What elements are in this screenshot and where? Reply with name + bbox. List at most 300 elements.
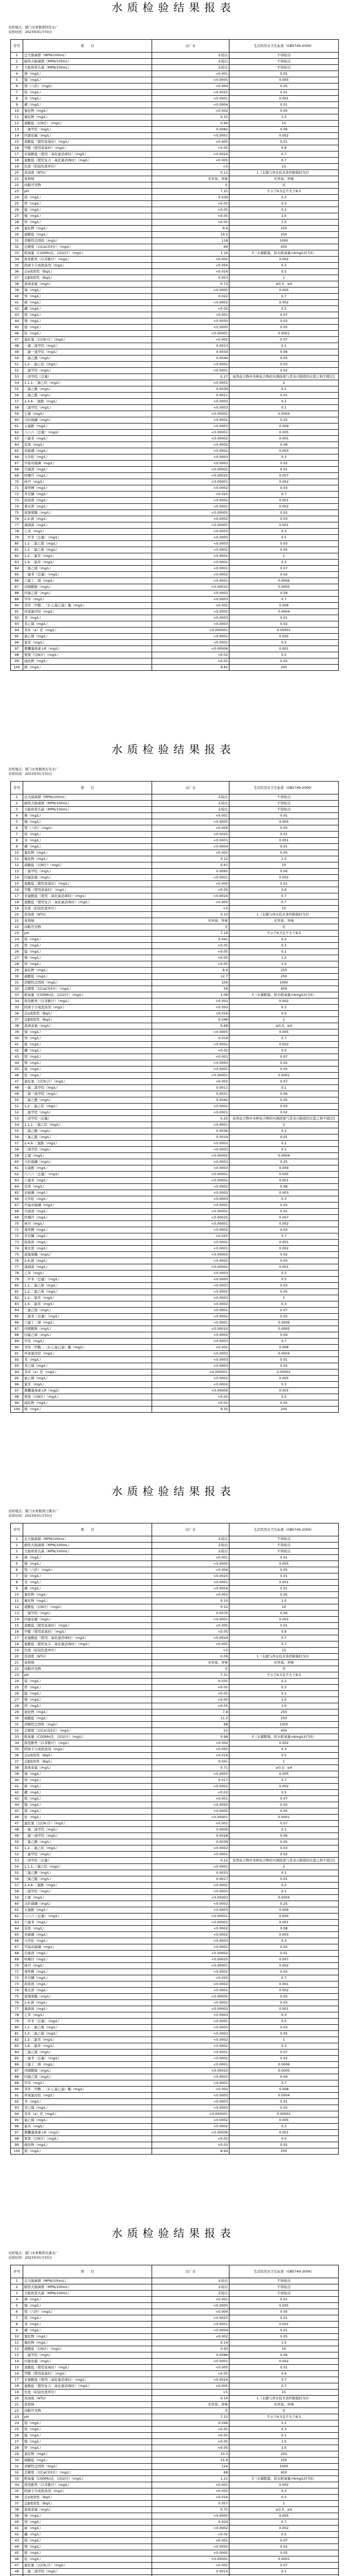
table-row — [11, 1011, 339, 1017]
row-number: 79 — [11, 2019, 23, 2025]
row-result: <0.001 — [152, 312, 229, 318]
row-limit: 0.005 — [229, 2117, 339, 2124]
row-limit: 0.5 — [229, 2136, 339, 2142]
row-item: 氯酸盐（使用复合二氧化氯消毒时）（mg/L） — [23, 2383, 152, 2389]
row-number: 89 — [11, 2080, 23, 2087]
table-row — [11, 2315, 339, 2321]
table-row — [11, 380, 339, 386]
row-item: 对硫磷（mg/L） — [23, 1932, 152, 1938]
row-result: <0.0004 — [152, 2328, 229, 2334]
row-result: <0.0050 — [152, 2544, 229, 2550]
row-result: <0.0001 — [152, 96, 229, 102]
row-result: <0.0025 — [152, 90, 229, 96]
table-row — [11, 794, 339, 801]
row-number: 77 — [11, 1264, 23, 1270]
row-result: 98 — [152, 1722, 229, 1728]
table-row — [11, 399, 339, 405]
row-item: 锌（mg/L） — [23, 219, 152, 226]
row-number: 98 — [11, 2136, 23, 2142]
row-number: 79 — [11, 1277, 23, 1283]
row-item: 苯乙烯（mg/L） — [23, 621, 152, 628]
row-number: 3 — [11, 1549, 23, 1555]
row-number: 94 — [11, 628, 23, 634]
table-row — [11, 838, 339, 844]
row-limit: 0.00001 — [229, 628, 339, 634]
row-result: <0.005 — [152, 158, 229, 164]
row-limit: 1 — [229, 1295, 339, 1301]
row-result: 7.8 — [152, 1709, 229, 1716]
row-result: 未检出 — [152, 801, 229, 807]
header-limit: 生活饮用水卫生标准（GB5749-2006） — [229, 1523, 339, 1536]
row-item: 硫酸盐（mg/L） — [23, 1716, 152, 1722]
row-result: <0.05 — [152, 207, 229, 213]
row-result: 0.0039 — [152, 386, 229, 393]
row-limit: 0.7 — [229, 1777, 339, 1784]
row-item: 硝酸盐（以N计）（mg/L） — [23, 862, 152, 869]
row-number: 35 — [11, 263, 23, 269]
table-row — [11, 2062, 339, 2068]
row-number: 53 — [11, 1858, 23, 1864]
row-limit: 0.0005 — [229, 584, 339, 590]
row-limit: 0.01 — [229, 1876, 339, 1883]
row-limit: 450 — [229, 986, 339, 992]
table-row — [11, 1116, 339, 1122]
row-limit: 0.02 — [229, 2105, 339, 2111]
row-limit: 0.7 — [229, 2519, 339, 2526]
row-result: 无异臭、异味 — [152, 1660, 229, 1666]
row-limit: 0.0001 — [229, 2556, 339, 2563]
header-limit: 生活饮用水卫生标准（GB5749-2006） — [229, 2265, 339, 2278]
row-limit: 0.01 — [229, 881, 339, 887]
table-row — [11, 411, 339, 417]
table-row — [11, 2451, 339, 2458]
row-item: 溴酸盐（使用臭氧时）（mg/L） — [23, 139, 152, 145]
row-limit: 200 — [229, 1406, 339, 1413]
row-result: <0.0002 — [152, 1332, 229, 1338]
row-item: 钠（mg/L） — [23, 665, 152, 671]
row-item: 毒死蜱（mg/L） — [23, 1227, 152, 1233]
row-item: 苯并（a）芘（mg/L） — [23, 628, 152, 634]
table-row — [11, 924, 339, 930]
row-number: 88 — [11, 590, 23, 597]
row-result: <0.0005 — [152, 1808, 229, 1815]
table-row — [11, 294, 339, 300]
row-item: 银（mg/L） — [23, 325, 152, 331]
row-limit: 0.01 — [229, 1357, 339, 1363]
row-item: 三溴甲烷（mg/L） — [23, 1147, 152, 1153]
row-number: 46 — [11, 1815, 23, 1821]
table-row — [11, 628, 339, 634]
row-item: 二氯乙酸（mg/L） — [23, 1097, 152, 1104]
row-number: 61 — [11, 1907, 23, 1913]
table-row — [11, 2093, 339, 2099]
row-number: 28 — [11, 2445, 23, 2451]
table-row — [11, 572, 339, 578]
row-number: 44 — [11, 1060, 23, 1066]
row-number: 32 — [11, 244, 23, 250]
row-item: 马拉硫磷（mg/L） — [23, 1159, 152, 1165]
row-limit: 无异臭、异味 — [229, 918, 339, 924]
row-item: 敌敌畏（mg/L） — [23, 1981, 152, 1988]
row-item: 氯化物（mg/L） — [23, 968, 152, 974]
row-result: 0.0095 — [152, 869, 229, 875]
row-item: 总β放射性（Bq/L） — [23, 1017, 152, 1023]
row-item: 五氯酚（mg/L） — [23, 1907, 152, 1913]
row-result: <0.00002 — [152, 2006, 229, 2012]
row-number: 33 — [11, 1734, 23, 1740]
row-item: 铍（mg/L） — [23, 300, 152, 306]
table-row — [11, 2006, 339, 2012]
row-number: 25 — [11, 1685, 23, 1691]
row-item: 大肠埃希氏菌（MPN/100mL） — [23, 1549, 152, 1555]
row-item: 溶解性总固体（mg/L） — [23, 238, 152, 244]
row-result: <0.004 — [152, 83, 229, 90]
table-row — [11, 2538, 339, 2544]
row-limit: 1 — [229, 1017, 339, 1023]
row-result: 0.0017 — [152, 1876, 229, 1883]
row-number: 82 — [11, 1295, 23, 1301]
row-result: <0.0003 — [152, 2080, 229, 2087]
row-item: 滴滴涕（mg/L） — [23, 2006, 152, 2012]
row-limit: 0.1 — [229, 207, 339, 213]
row-result: <0.00005 — [152, 510, 229, 516]
row-item: 肉眼可见物 — [23, 1666, 152, 1672]
row-limit: 0.03 — [229, 362, 339, 368]
table-row — [11, 2501, 339, 2507]
row-number: 17 — [11, 151, 23, 158]
row-item: 色度（铂钴色度单位） — [23, 906, 152, 912]
row-limit: 0.3 — [229, 1938, 339, 1944]
row-item: 耐热大肠菌群（MPN/100mL） — [23, 2284, 152, 2291]
row-number: 93 — [11, 2105, 23, 2111]
row-item: 铬（六价）（mg/L） — [23, 2309, 152, 2315]
row-limit: 200 — [229, 665, 339, 671]
row-number: 91 — [11, 609, 23, 615]
row-result: <0.0005 — [152, 1771, 229, 1777]
row-item: 耐热大肠菌群（MPN/100mL） — [23, 801, 152, 807]
row-result: <0.0003 — [152, 1338, 229, 1345]
row-result: <0.0025 — [152, 832, 229, 838]
row-item: 苯乙烯（mg/L） — [23, 2105, 152, 2111]
row-result: 7.22 — [152, 2414, 229, 2420]
row-number: 15 — [11, 1623, 23, 1629]
row-limit: 3（水源限制，原水耗氧量>6mg/L时为5） — [229, 992, 339, 998]
row-result: 1.08 — [152, 992, 229, 998]
table-row — [11, 1165, 339, 1172]
row-number: 66 — [11, 454, 23, 461]
row-number: 20 — [11, 1654, 23, 1660]
row-item: 砷（mg/L） — [23, 71, 152, 77]
row-item: 镉（mg/L） — [23, 819, 152, 825]
row-limit: 0.06 — [229, 349, 339, 355]
row-number: 55 — [11, 1870, 23, 1876]
row-limit: 1.0 — [229, 213, 339, 219]
table-row — [11, 658, 339, 665]
row-number: 19 — [11, 1648, 23, 1654]
row-result: <0.004 — [152, 2309, 229, 2315]
row-item: 铅（mg/L） — [23, 832, 152, 838]
row-item: 林丹（mg/L） — [23, 1963, 152, 1969]
row-result: <0.002 — [152, 2334, 229, 2340]
row-result: <5 — [152, 164, 229, 170]
row-limit: ≥0.3，≤4 — [229, 1765, 339, 1771]
table-row — [11, 1258, 339, 1264]
row-limit: 不小于6.5且不大于8.5 — [229, 2414, 339, 2420]
table-row — [11, 844, 339, 850]
row-result: <0.0005 — [152, 325, 229, 331]
row-limit: 0.0006 — [229, 2062, 339, 2068]
table-row — [11, 201, 339, 207]
row-result: <0.0002 — [152, 2043, 229, 2049]
row-number: 15 — [11, 139, 23, 145]
table-row — [11, 1685, 339, 1691]
row-number: 69 — [11, 1215, 23, 1221]
row-number: 38 — [11, 281, 23, 287]
row-result: 0.52 — [152, 1604, 229, 1611]
row-item: 甲醛（使用臭氧时）（mg/L） — [23, 2371, 152, 2377]
row-result: 0.053 — [152, 275, 229, 281]
row-limit: 0.007 — [229, 1215, 339, 1221]
row-result: <5 — [152, 906, 229, 912]
row-item: 亚氯酸盐（使用二氧化氯消毒时）（mg/L） — [23, 893, 152, 900]
row-result: <0.001 — [152, 71, 229, 77]
row-result: <0.05 — [152, 2439, 229, 2445]
table-row — [11, 393, 339, 399]
row-result: <0.00002 — [152, 411, 229, 417]
table-row — [11, 1042, 339, 1048]
row-limit: 0.3 — [229, 640, 339, 646]
row-result: 0.75 — [152, 2507, 229, 2513]
row-limit: 0.002 — [229, 1221, 339, 1227]
table-row — [11, 510, 339, 516]
row-result: <0.02 — [152, 1400, 229, 1406]
table-row — [11, 1654, 339, 1660]
row-item: 三卤甲烷（总量） — [23, 1116, 152, 1122]
row-limit: 1（水源与净水技术条件限制时为3） — [229, 1654, 339, 1660]
row-result: <0.0003 — [152, 615, 229, 621]
results-table — [10, 1523, 339, 2155]
row-item: pH — [23, 1672, 152, 1679]
row-limit: 0.001 — [229, 498, 339, 504]
row-number: 30 — [11, 1716, 23, 1722]
sampling-date: 采样时间：2023年01月03日 — [8, 2256, 53, 2260]
row-result: 0.12 — [152, 170, 229, 176]
row-number: 11 — [11, 114, 23, 121]
row-limit: 0.002 — [229, 1042, 339, 1048]
row-item: 二氯甲烷（mg/L） — [23, 1852, 152, 1858]
row-item: 铍（mg/L） — [23, 2526, 152, 2532]
row-result: <0.00002 — [152, 1951, 229, 1957]
row-number: 43 — [11, 1054, 23, 1060]
row-number: 76 — [11, 516, 23, 522]
table-row — [11, 1388, 339, 1394]
row-number: 56 — [11, 1876, 23, 1883]
row-limit: 0.0005 — [229, 2068, 339, 2074]
row-number: 22 — [11, 924, 23, 930]
row-limit: 0.005 — [229, 634, 339, 640]
table-row — [11, 1759, 339, 1765]
row-result: <0.0002 — [152, 2037, 229, 2043]
row-item: 铁（mg/L） — [23, 1685, 152, 1691]
row-item: 锰（mg/L） — [23, 207, 152, 213]
row-result: 0.046 — [152, 2420, 229, 2427]
row-limit: 0.003 — [229, 1190, 339, 1196]
row-number: 51 — [11, 1845, 23, 1852]
table-row — [11, 2563, 339, 2569]
row-item: 呋喃丹（mg/L） — [23, 1957, 152, 1963]
row-item: 微囊藻毒素-LR（mg/L） — [23, 646, 152, 652]
row-limit: 0.01 — [229, 139, 339, 145]
row-number: 52 — [11, 368, 23, 374]
row-number: 49 — [11, 1091, 23, 1097]
row-limit: 3（水源限制，原水耗氧量>6mg/L时为5） — [229, 1734, 339, 1740]
header-limit: 生活饮用水卫生标准（GB5749-2006） — [229, 40, 339, 53]
row-result: <0.002 — [152, 603, 229, 609]
row-limit: 1 — [229, 2501, 339, 2507]
row-limit: 0.05 — [229, 1808, 339, 1815]
table-row — [11, 856, 339, 862]
row-result: <0.000001 — [152, 2111, 229, 2117]
row-limit: 不得检出 — [229, 2291, 339, 2297]
row-number: 81 — [11, 1289, 23, 1295]
table-row — [11, 1289, 339, 1295]
row-result: <0.0005 — [152, 1277, 229, 1283]
row-number: 85 — [11, 2056, 23, 2062]
row-number: 4 — [11, 71, 23, 77]
row-number: 26 — [11, 1691, 23, 1697]
row-item: 钠（mg/L） — [23, 2148, 152, 2155]
row-result: <0.005 — [152, 139, 229, 145]
row-number: 45 — [11, 1808, 23, 1815]
row-item: 挥发酚类（以苯酚计）（mg/L） — [23, 998, 152, 1005]
row-limit: 0.25 — [229, 417, 339, 423]
row-limit: 0.9 — [229, 1629, 339, 1635]
row-number: 18 — [11, 158, 23, 164]
table-row — [11, 1753, 339, 1759]
row-item: 氟化物（mg/L） — [23, 1598, 152, 1604]
table-row — [11, 1233, 339, 1240]
row-result: <0.005 — [152, 881, 229, 887]
row-limit: 0.005 — [229, 2513, 339, 2519]
row-item: 苯乙烯（mg/L） — [23, 1363, 152, 1369]
row-item: 氟化物（mg/L） — [23, 2340, 152, 2346]
row-item: 硝酸盐（以N计）（mg/L） — [23, 121, 152, 127]
table-row — [11, 1604, 339, 1611]
table-row — [11, 2297, 339, 2303]
row-limit: 0.5 — [229, 1394, 339, 1400]
report-title: 水质检验结果报表 — [111, 1485, 236, 1498]
row-item: 氯苯（mg/L） — [23, 640, 152, 646]
row-limit: 0.5 — [229, 2532, 339, 2538]
row-number: 95 — [11, 1376, 23, 1382]
row-item: 三氯乙酸（mg/L） — [23, 1870, 152, 1876]
row-result: <0.00001 — [152, 2556, 229, 2563]
table-row — [11, 2359, 339, 2365]
row-item: 百菌清（mg/L） — [23, 1951, 152, 1957]
table-row — [11, 529, 339, 535]
table-row — [11, 281, 339, 287]
row-limit: 250 — [229, 2451, 339, 2458]
row-limit: 0.001 — [229, 96, 339, 102]
row-result: <0.0002 — [152, 448, 229, 454]
row-limit: 0.01 — [229, 1555, 339, 1561]
row-number: 51 — [11, 362, 23, 368]
row-item: 四氯乙烯（mg/L） — [23, 1332, 152, 1338]
row-item: 一氯二溴甲烷（mg/L） — [23, 1085, 152, 1091]
row-item: 1,2-二氯苯（mg/L） — [23, 1295, 152, 1301]
row-result: 10.3 — [152, 2451, 229, 2458]
table-row — [11, 1660, 339, 1666]
row-result: <0.0002 — [152, 2056, 229, 2062]
row-item: 氰化物（mg/L） — [23, 850, 152, 856]
row-item: 邻苯二甲酸二（2-乙基己基）酯（mg/L） — [23, 2087, 152, 2093]
row-limit: 不得检出 — [229, 2278, 339, 2284]
row-limit: 0.01 — [229, 844, 339, 850]
row-number: 34 — [11, 1740, 23, 1747]
row-number: 52 — [11, 1110, 23, 1116]
row-item: 灭草松（mg/L） — [23, 1196, 152, 1202]
row-item: 丙烯酰胺（mg/L） — [23, 2068, 152, 2074]
row-limit: 0.7 — [229, 893, 339, 900]
row-number: 75 — [11, 510, 23, 516]
row-limit: 0.5 — [229, 1790, 339, 1796]
row-result: <0.00005 — [152, 1994, 229, 2000]
row-limit: 0.07 — [229, 2049, 339, 2056]
table-row — [11, 2099, 339, 2105]
row-limit: 0.7 — [229, 900, 339, 906]
row-limit: 0.01 — [229, 1573, 339, 1580]
row-number: 1 — [11, 53, 23, 59]
row-number: 31 — [11, 2464, 23, 2470]
row-result: 0.022 — [152, 294, 229, 300]
row-result: <0.005 — [152, 2383, 229, 2389]
row-limit: 0.02 — [229, 1852, 339, 1858]
row-number: 86 — [11, 578, 23, 584]
row-number: 27 — [11, 213, 23, 219]
table-row — [11, 2031, 339, 2037]
results-table — [10, 2265, 339, 2576]
row-number: 64 — [11, 1926, 23, 1932]
row-limit: 不得检出 — [229, 53, 339, 59]
row-limit: 0.01 — [229, 2328, 339, 2334]
row-result: <0.00010 — [152, 2068, 229, 2074]
row-limit: 0.0004 — [229, 2093, 339, 2099]
row-number: 43 — [11, 312, 23, 318]
row-number: 57 — [11, 399, 23, 405]
row-result: <0.0003 — [152, 621, 229, 628]
table-row — [11, 2340, 339, 2346]
row-item: 草甘膦（mg/L） — [23, 492, 152, 498]
row-number: 21 — [11, 2402, 23, 2408]
row-number: 67 — [11, 461, 23, 467]
row-number: 78 — [11, 1270, 23, 1277]
row-result: <5 — [152, 2389, 229, 2396]
row-result: <0.0004 — [152, 844, 229, 850]
table-row — [11, 1029, 339, 1036]
row-item: 臭和味 — [23, 2402, 152, 2408]
row-item: 六氯苯（mg/L） — [23, 1178, 152, 1184]
header-item: 项 目 — [23, 782, 152, 794]
row-result: <0.025 — [152, 1975, 229, 1981]
row-limit: 0.2 — [229, 195, 339, 201]
row-item: 硼（mg/L） — [23, 1048, 152, 1054]
row-limit: 15 — [229, 1648, 339, 1654]
table-row — [11, 597, 339, 603]
row-result: 0.024 — [152, 2519, 229, 2526]
header-item: 项 目 — [23, 1523, 152, 1536]
row-limit: 0.7 — [229, 294, 339, 300]
row-result: 0.0014 — [152, 2569, 229, 2575]
